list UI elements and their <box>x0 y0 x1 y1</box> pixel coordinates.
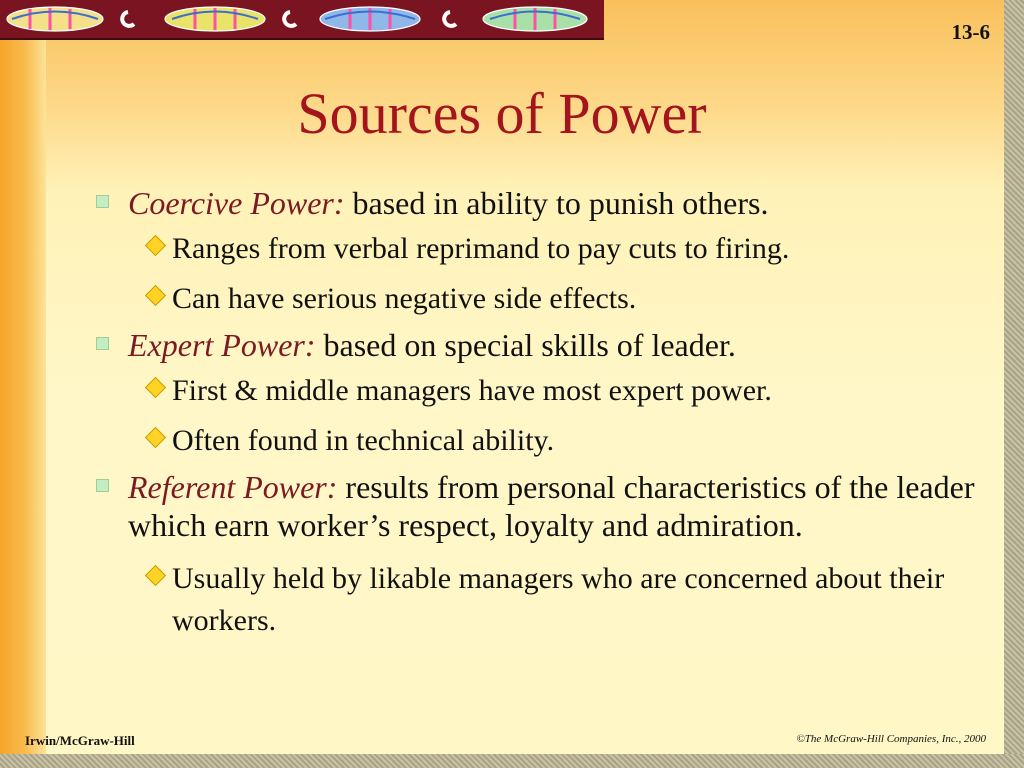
square-bullet-icon <box>96 337 109 350</box>
diamond-bullet-icon <box>145 377 166 398</box>
bullet-text: results from personal characteristics of the leader which earn worker’s respect, loyalty and admiration. <box>128 469 975 543</box>
diamond-bullet-icon <box>145 427 166 448</box>
sub-bullet-text: Can have serious negative side effects. <box>172 282 637 315</box>
bullet-coercive-power <box>96 184 976 222</box>
sub-bullet-text: Usually held by likable managers who are concerned about their workers. <box>172 562 945 637</box>
sub-bullet <box>96 228 976 270</box>
decorative-banner <box>0 0 604 40</box>
bullet-term: Referent Power <box>128 469 327 505</box>
sub-bullet-text: First & middle managers have most expert power. <box>172 374 772 407</box>
frame-right-border <box>1004 0 1024 768</box>
sub-bullet <box>96 278 976 320</box>
bullet-referent-power <box>96 468 976 544</box>
sub-bullet-text: Often found in technical ability. <box>172 424 555 457</box>
bullet-text: based in ability to punish others. <box>352 185 769 221</box>
slide-content <box>96 180 976 642</box>
footer-copyright: ©The McGraw-Hill Companies, Inc., 2000 <box>796 733 986 745</box>
slide-number: 13-6 <box>951 20 990 44</box>
square-bullet-icon <box>96 479 109 492</box>
frame-bottom-border <box>0 754 1024 768</box>
bullet-expert-power <box>96 326 976 364</box>
diamond-bullet-icon <box>145 285 166 306</box>
bullet-term: Expert Power <box>128 327 305 363</box>
diamond-bullet-icon <box>145 565 166 586</box>
sub-bullet <box>96 420 976 462</box>
diamond-bullet-icon <box>145 235 166 256</box>
term-colon: : <box>326 469 338 505</box>
bullet-text: based on special skills of leader. <box>323 327 736 363</box>
sub-bullet <box>96 370 976 412</box>
term-colon: : <box>304 327 316 363</box>
square-bullet-icon <box>96 195 109 208</box>
sub-bullet-text: Ranges from verbal reprimand to pay cuts to firing. <box>172 232 790 265</box>
bullet-term: Coercive Power <box>128 185 334 221</box>
slide-title: Sources of Power <box>297 81 707 146</box>
footer-publisher: Irwin/McGraw-Hill <box>25 733 135 748</box>
banner-pattern-icon <box>0 0 604 38</box>
sub-bullet <box>96 558 976 642</box>
term-colon: : <box>333 185 345 221</box>
